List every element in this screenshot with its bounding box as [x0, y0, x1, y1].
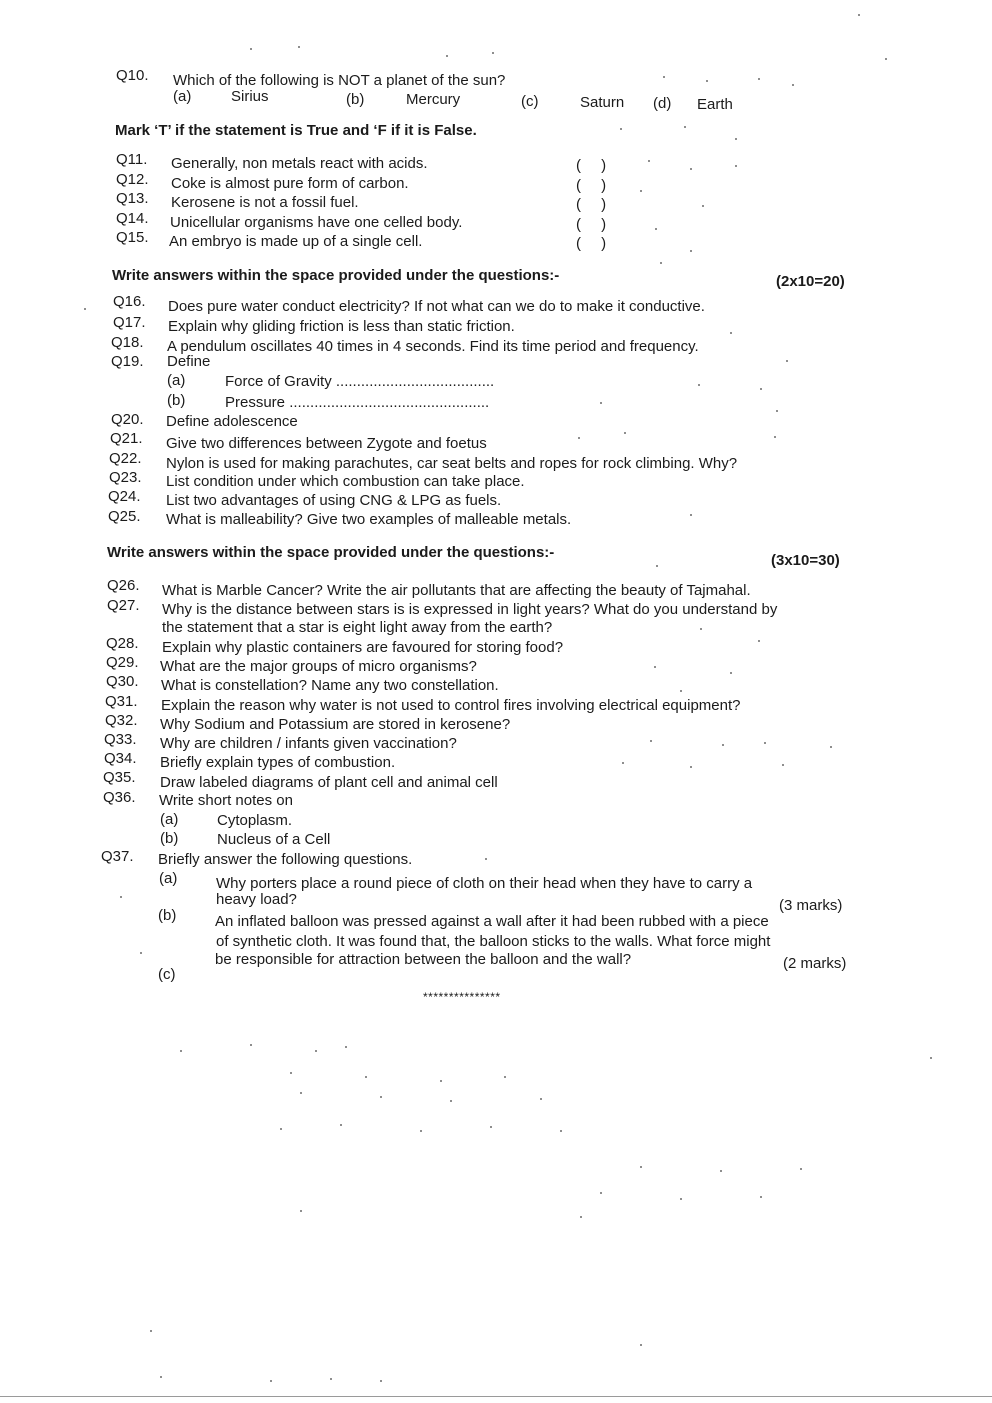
question-text-q18: A pendulum oscillates 40 times in 4 seconds. Find its time period and frequency.	[167, 338, 699, 355]
q37-part-b-marks: (2 marks)	[783, 955, 847, 972]
q19-part-text-a: Force of Gravity ......................................	[225, 373, 495, 390]
question-number-q22: Q22.	[109, 450, 142, 467]
answer-bracket-q11: ( )	[576, 157, 615, 174]
q36-part-text-b: Nucleus of a Cell	[217, 831, 331, 848]
question-text-q16: Does pure water conduct electricity? If not what can we do to make it conductive.	[168, 298, 705, 315]
question-number-q20: Q20.	[111, 411, 144, 428]
option-text-a: Sirius	[231, 88, 269, 105]
question-number-q15: Q15.	[116, 229, 149, 246]
question-number-q26: Q26.	[107, 577, 140, 594]
question-number-q19: Q19.	[111, 353, 144, 370]
question-text-q29: What are the major groups of micro organisms?	[160, 658, 477, 675]
q19-part-text-b: Pressure ................................................	[225, 394, 490, 411]
option-letter-b: (b)	[346, 91, 365, 108]
question-text-q33: Why are children / infants given vaccination?	[160, 735, 457, 752]
option-letter-d: (d)	[653, 95, 672, 112]
q37-part-letter-c: (c)	[158, 966, 176, 983]
question-number-q32: Q32.	[105, 712, 138, 729]
question-number-q12: Q12.	[116, 171, 149, 188]
question-number-q24: Q24.	[108, 488, 141, 505]
q36-part-letter-a: (a)	[160, 811, 179, 828]
scan-bottom-edge	[0, 1396, 992, 1397]
option-letter-a: (a)	[173, 88, 192, 105]
question-number-q25: Q25.	[108, 508, 141, 525]
q37-part-b-line1: An inflated balloon was pressed against a wall after it had been rubbed with a piece	[215, 913, 769, 930]
question-number-q28: Q28.	[106, 635, 139, 652]
question-text-q31: Explain the reason why water is not used to control fires involving electrical equipment?	[161, 697, 741, 714]
question-number-q27: Q27.	[107, 597, 140, 614]
question-text-q26: What is Marble Cancer? Write the air pollutants that are affecting the beauty of Tajmahal.	[162, 582, 751, 599]
question-number-q29: Q29.	[106, 654, 139, 671]
option-text-d: Earth	[697, 96, 733, 113]
question-text-q21: Give two differences between Zygote and foetus	[166, 435, 487, 452]
question-text-q17: Explain why gliding friction is less than static friction.	[168, 318, 515, 335]
question-number-q18: Q18.	[111, 334, 144, 351]
option-text-b: Mercury	[406, 91, 461, 108]
question-number-q14: Q14.	[116, 210, 149, 227]
question-number-q35: Q35.	[103, 769, 136, 786]
question-text-q36: Write short notes on	[159, 792, 293, 809]
q19-part-letter-a: (a)	[167, 372, 186, 389]
question-number-q33: Q33.	[104, 731, 137, 748]
q36-part-letter-b: (b)	[160, 830, 179, 847]
question-text-q12: Coke is almost pure form of carbon.	[171, 175, 409, 192]
question-text-q32: Why Sodium and Potassium are stored in kerosene?	[160, 716, 511, 733]
q37-part-a-line2: heavy load?	[216, 891, 297, 908]
question-text-q11: Generally, non metals react with acids.	[171, 155, 428, 172]
answer-bracket-q14: ( )	[576, 216, 615, 233]
section-heading-true-false: Mark ‘T’ if the statement is True and ‘F if it is False.	[115, 122, 477, 139]
question-number-q31: Q31.	[105, 693, 138, 710]
question-number-q36: Q36.	[103, 789, 136, 806]
q37-part-letter-a: (a)	[159, 870, 178, 887]
option-letter-c: (c)	[521, 93, 539, 110]
question-text-q23: List condition under which combustion can take place.	[166, 473, 525, 490]
q37-part-a-marks: (3 marks)	[779, 897, 843, 914]
q37-part-b-line2: of synthetic cloth. It was found that, the balloon sticks to the walls. What force might	[216, 933, 771, 950]
answer-bracket-q13: ( )	[576, 196, 615, 213]
q37-part-letter-b: (b)	[158, 907, 177, 924]
question-number-q21: Q21.	[110, 430, 143, 447]
q37-part-b-line3: be responsible for attraction between the balloon and the wall?	[215, 951, 632, 968]
section-heading-short-answers: Write answers within the space provided under the questions:-	[112, 267, 560, 284]
question-text-q27-line2: the statement that a star is eight light away from the earth?	[162, 619, 553, 636]
question-text-q24: List two advantages of using CNG & LPG as fuels.	[166, 492, 502, 509]
question-text-q22: Nylon is used for making parachutes, car seat belts and ropes for rock climbing. Why?	[166, 455, 738, 472]
section-heading-long-answers: Write answers within the space provided under the questions:-	[107, 544, 555, 561]
question-text-q30: What is constellation? Name any two constellation.	[161, 677, 499, 694]
end-of-paper-marker: ***************	[423, 990, 501, 1004]
question-text-q20: Define adolescence	[166, 413, 298, 430]
answer-bracket-q15: ( )	[576, 235, 615, 252]
question-number-q30: Q30.	[106, 673, 139, 690]
q36-part-text-a: Cytoplasm.	[217, 812, 293, 829]
answer-bracket-q12: ( )	[576, 177, 615, 194]
section-marks-long-answers: (3x10=30)	[771, 552, 840, 569]
question-number-q37: Q37.	[101, 848, 134, 865]
question-number-q34: Q34.	[104, 750, 137, 767]
question-text-q28: Explain why plastic containers are favoured for storing food?	[162, 639, 564, 656]
question-number-q10: Q10.	[116, 67, 149, 84]
question-number-q16: Q16.	[113, 293, 146, 310]
option-text-c: Saturn	[580, 94, 625, 111]
question-text-q27-line1: Why is the distance between stars is is expressed in light years? What do you understand by	[162, 601, 778, 618]
question-text-q34: Briefly explain types of combustion.	[160, 754, 396, 771]
question-text-q14: Unicellular organisms have one celled body.	[170, 214, 463, 231]
question-number-q17: Q17.	[113, 314, 146, 331]
q19-part-letter-b: (b)	[167, 392, 186, 409]
question-number-q23: Q23.	[109, 469, 142, 486]
section-marks-short-answers: (2x10=20)	[776, 273, 845, 290]
question-text-q35: Draw labeled diagrams of plant cell and animal cell	[160, 774, 498, 791]
question-number-q11: Q11.	[116, 151, 148, 168]
question-text-q13: Kerosene is not a fossil fuel.	[171, 194, 359, 211]
question-text-q15: An embryo is made up of a single cell.	[169, 233, 423, 250]
question-text-q19: Define	[167, 353, 211, 370]
question-text-q37: Briefly answer the following questions.	[158, 851, 413, 868]
question-text-q25: What is malleability? Give two examples of malleable metals.	[166, 511, 572, 528]
q37-part-a-line1: Why porters place a round piece of cloth on their head when they have to carry a	[216, 875, 753, 892]
question-number-q13: Q13.	[116, 190, 149, 207]
question-text-q10: Which of the following is NOT a planet of the sun?	[173, 72, 506, 89]
